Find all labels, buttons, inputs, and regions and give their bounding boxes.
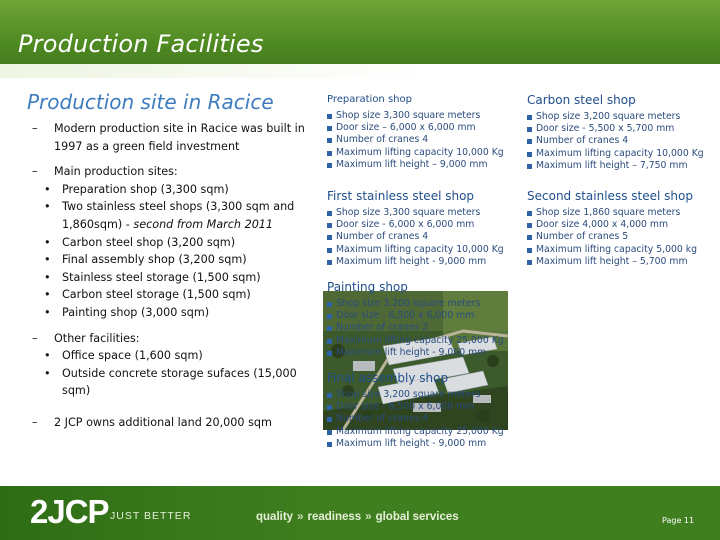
list-item: Number of cranes 4 [327,413,504,425]
logo-tagline: JUST BETTER [110,510,192,522]
list-item: Maximum lift height – 7,750 mm [527,160,704,172]
list-item: Maximum lifting capacity 10,000 Kg [327,244,504,256]
other-item: • Outside concrete storage sufaces (15,000 sqm) [44,366,297,398]
first-stainless-list [327,207,504,268]
slide-title: Production Facilities [18,30,264,58]
list-item: Door size - 6,500 x 6,000 mm [327,310,504,322]
site-item: • Final assembly shop (3,200 sqm) [44,253,247,267]
site-item: • Stainless steel storage (1,500 sqm) [44,270,261,284]
list-item: Shop size 3,300 square meters [327,110,504,122]
list-item: Door size - 6,000 x 6,000 mm [327,219,504,231]
list-item: Number of cranes 4 [327,134,504,146]
list-item: Door size – 6,000 x 6,000 mm [327,122,504,134]
left-column [32,120,317,432]
list-item: Maximum lift height - 9,000 mm [327,347,504,359]
final-assembly-list [327,389,504,450]
left-heading: Production site in Racice [27,90,274,114]
bullet-built: – Modern production site in Racice was built in 1997 as a green field investment [32,122,305,153]
prep-title: Preparation shop [327,94,412,105]
site-item: • Carbon steel storage (1,500 sqm) [44,288,251,302]
bullet-other: – Other facilities: [32,331,140,345]
prep-list [327,110,504,171]
list-item: Number of cranes 4 [527,135,704,147]
list-item: Maximum lifting capacity 5,000 kg [527,244,697,256]
list-item: Maximum lift height - 9,000 mm [327,256,504,268]
list-item: Maximum lift height – 9,000 mm [327,159,504,171]
page-number: Page 11 [662,516,695,525]
list-item: Maximum lifting capacity 25,000 Kg [327,335,504,347]
first-stainless-title: First stainless steel shop [327,189,475,203]
site-item: • Painting shop (3,000 sqm) [44,305,210,319]
list-item: Door size - 6,500 x 6,000 mm [327,401,504,413]
list-item: Maximum lifting capacity 10,000 Kg [327,147,504,159]
list-item: Door size - 5,500 x 5,700 mm [527,123,704,135]
list-item: Maximum lift height - 9,000 mm [327,438,504,450]
list-item: Maximum lift height – 5,700 mm [527,256,697,268]
list-item: Maximum lifting capacity 25,000 Kg [327,426,504,438]
list-item: Shop size 3,200 square meters [327,298,504,310]
footer-slogan: quality » readiness » global services [256,511,459,523]
list-item: Shop size 3,200 square meters [327,389,504,401]
final-assembly-title: Final assembly shop [327,371,449,385]
painting-title: Painting shop [327,280,408,294]
list-item: Shop size 3,200 square meters [527,111,704,123]
list-item: Maximum lifting capacity 10,000 Kg [527,148,704,160]
site-item: • Carbon steel shop (3,200 sqm) [44,235,236,249]
list-item: Shop size 1,860 square meters [527,207,697,219]
bullet-land: – 2 JCP owns additional land 20,000 sqm [32,415,272,429]
list-item: Shop size 3,300 square meters [327,207,504,219]
second-stainless-list [527,207,697,268]
site-item-stainless: • Two stainless steel shops (3,300 sqm and 1,860sqm) - second from March 2011 [44,200,295,231]
carbon-list [527,111,704,172]
carbon-title: Carbon steel shop [527,93,636,107]
list-item: Number of cranes 5 [527,231,697,243]
list-item: Number of cranes 4 [327,231,504,243]
bullet-main-sites: – Main production sites: [32,165,178,179]
other-item: • Office space (1,600 sqm) [44,349,203,363]
list-item: Number of cranes 2 [327,322,504,334]
painting-list [327,298,504,359]
list-item: Door size 4,000 x 4,000 mm [527,219,697,231]
second-stainless-title: Second stainless steel shop [527,189,693,203]
company-logo: 2JCP [30,493,109,530]
site-item: • Preparation shop (3,300 sqm) [44,182,229,196]
